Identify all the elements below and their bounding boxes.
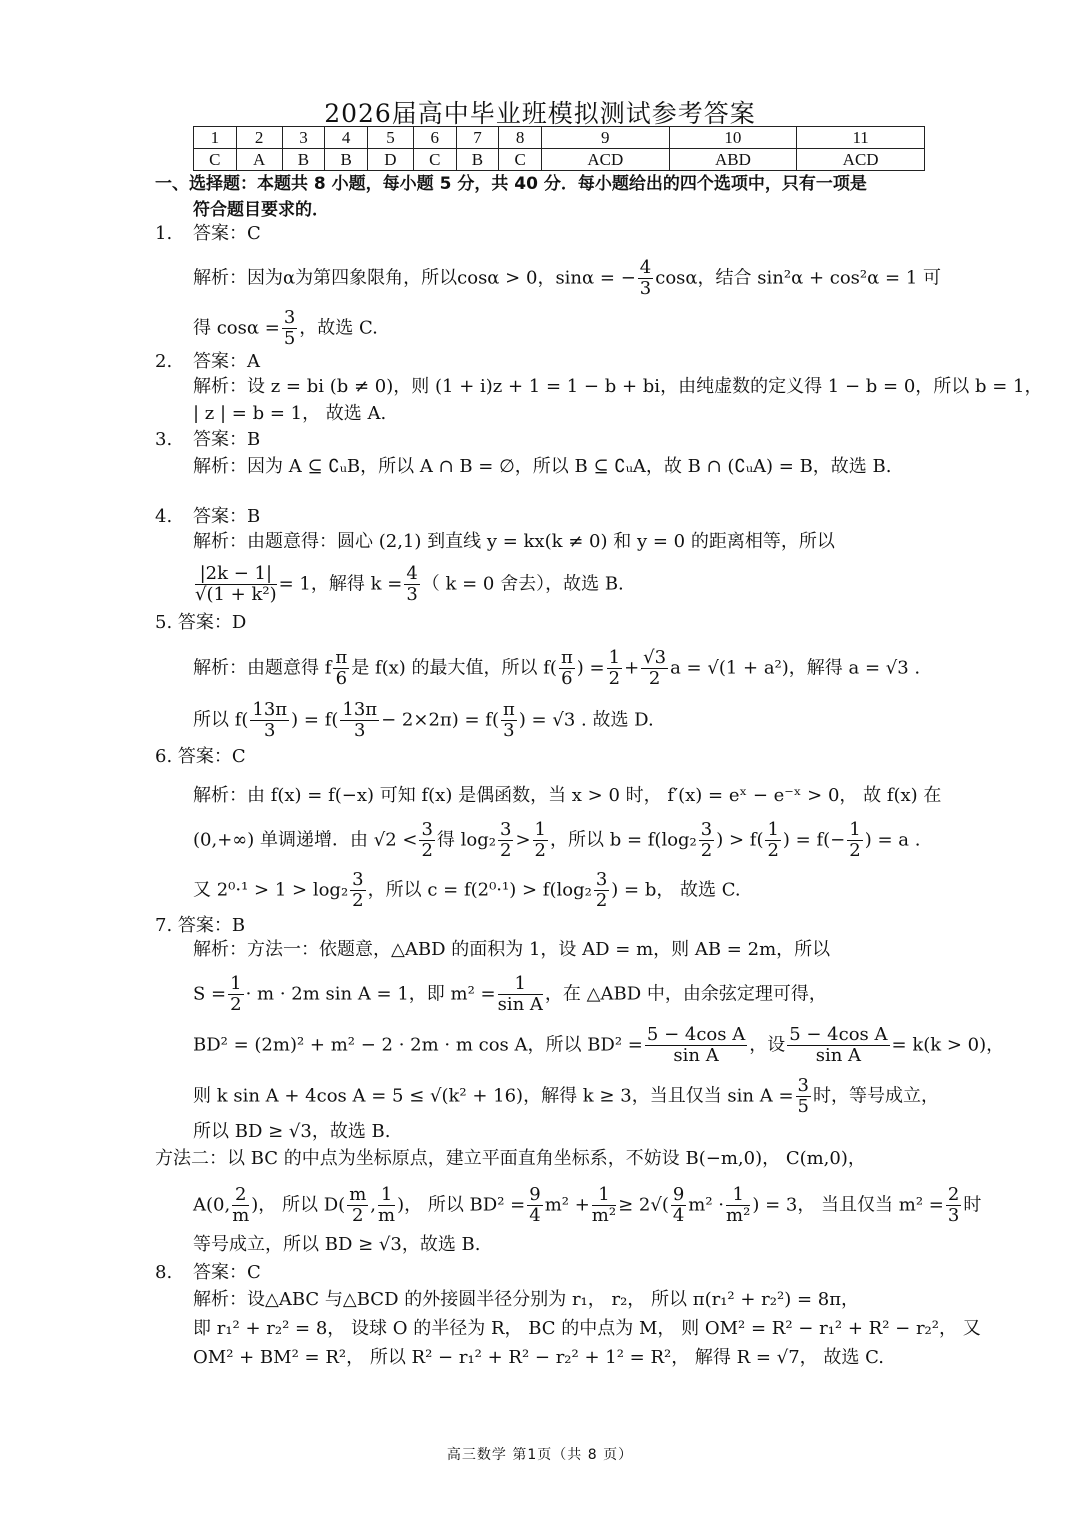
- answer-cell: ACD: [541, 149, 669, 171]
- text: ) = b， 故选 C.: [611, 879, 741, 901]
- question-number-cell: 2: [236, 127, 282, 149]
- text: ，所以 c = f(2⁰·¹) > f(log₂: [367, 879, 592, 901]
- q6-explanation-line2: [193, 820, 920, 861]
- fraction: [592, 1185, 616, 1226]
- answer-cell: B: [325, 149, 368, 171]
- fraction: [559, 648, 575, 689]
- question-number-cell: 11: [797, 127, 925, 149]
- text: (0,+∞) 单调递增．由 √2 <: [193, 829, 418, 851]
- q1-explanation-line1: [193, 258, 941, 299]
- q7-explanation-line5: 所以 BD ≥ √3，故选 B.: [193, 1121, 391, 1142]
- denominator: m²: [726, 1205, 751, 1226]
- q5-explanation-line1: [193, 648, 920, 689]
- denominator: 3: [406, 584, 418, 605]
- text: ) =: [576, 657, 605, 679]
- numerator: 9: [529, 1184, 541, 1205]
- numerator: 13π: [252, 699, 288, 720]
- numerator: 4: [639, 257, 652, 278]
- q4-answer: 答案：B: [193, 506, 261, 527]
- fraction: [946, 1185, 961, 1226]
- q1-answer: 答案：C: [193, 223, 261, 244]
- question-number-cell: 4: [325, 127, 368, 149]
- denominator: 4: [672, 1205, 685, 1226]
- q2-explanation-line1: 解析：设 z = bi (b ≠ 0)，则 (1 + i)z + 1 = 1 − b + bi，由纯虚数的定义得 1 − b = 0，所以 b = 1，: [193, 376, 1043, 397]
- section-heading-cont: 符合题目要求的．: [193, 200, 329, 220]
- answer-cell: C: [413, 149, 456, 171]
- q3-number: 3.: [155, 429, 173, 450]
- q2-explanation-line2: | z | = b = 1， 故选 A.: [193, 403, 387, 424]
- numerator: 1: [592, 1185, 616, 1206]
- q7-explanation-line4: [193, 1076, 939, 1117]
- text: m² ·: [688, 1194, 725, 1216]
- question-number-cell: 9: [541, 127, 669, 149]
- q3-answer: 答案：B: [193, 429, 261, 450]
- numerator: m: [349, 1184, 367, 1205]
- fraction: [671, 1185, 686, 1226]
- denominator: 3: [639, 278, 652, 299]
- q7-explanation-line1: 解析：方法一：依题意，△ABD 的面积为 1，设 AD = m，则 AB = 2m，所以: [193, 939, 831, 960]
- answer-cell: ACD: [797, 149, 925, 171]
- fraction: [404, 564, 419, 605]
- text: +: [624, 657, 640, 679]
- fraction: [340, 700, 379, 741]
- fraction: [378, 1185, 395, 1226]
- numerator: 1: [378, 1185, 395, 1206]
- denominator: 5: [283, 328, 296, 349]
- text: ，设: [749, 1034, 786, 1056]
- denominator: m: [232, 1205, 250, 1226]
- answer-cell: B: [456, 149, 499, 171]
- text: 所以 f(: [193, 709, 249, 731]
- fraction: [498, 820, 513, 861]
- text: ，所以 b = f(log₂: [549, 829, 697, 851]
- q6-explanation-line1: 解析：由 f(x) = f(−x) 可知 f(x) 是偶函数，当 x > 0 时， f′(x) = eˣ − e⁻ˣ > 0， 故 f(x) 在: [193, 785, 942, 806]
- text: ) = f(−: [782, 829, 846, 851]
- question-number-cell: 6: [413, 127, 456, 149]
- q1-explanation-line2: [193, 308, 378, 349]
- fraction: [726, 1185, 750, 1226]
- answer-cell: A: [236, 149, 282, 171]
- q4-number: 4.: [155, 506, 173, 527]
- q7-method2-line3: 等号成立，所以 BD ≥ √3，故选 B.: [193, 1234, 481, 1255]
- q1-number: 1.: [155, 223, 173, 244]
- fraction: [333, 648, 349, 689]
- q7-explanation-line2: [193, 974, 827, 1015]
- numerator: π: [560, 647, 573, 668]
- numerator: 1: [726, 1185, 750, 1206]
- text: 得 log₂: [436, 829, 496, 851]
- denominator: sin A: [497, 994, 543, 1015]
- q8-explanation-line2: 即 r₁² + r₂² = 8， 设球 O 的半径为 R， BC 的中点为 M， 则 OM² = R² − r₁² + R² − r₂²， 又: [193, 1318, 981, 1339]
- numerator: 1: [498, 974, 543, 995]
- denominator: 2: [700, 840, 713, 861]
- fraction: [232, 1185, 249, 1226]
- numerator: 2: [232, 1185, 249, 1206]
- fraction: [350, 870, 365, 911]
- numerator: 1: [849, 819, 861, 840]
- q7-answer: 7. 答案：B: [155, 915, 246, 936]
- fraction: [638, 258, 653, 299]
- fraction: [195, 564, 277, 605]
- denominator: 4: [529, 1205, 541, 1226]
- fraction: [765, 820, 780, 861]
- text: 解析：由题意得 f: [193, 657, 332, 679]
- fraction: [498, 974, 543, 1015]
- denominator: sin A: [815, 1045, 862, 1066]
- numerator: 1: [534, 819, 546, 840]
- q3-explanation-line1: 解析：因为 A ⊆ ∁ᵤB，所以 A ∩ B = ∅，所以 B ⊆ ∁ᵤA，故 B ∩ (∁ᵤA) = B，故选 B.: [193, 456, 892, 477]
- text: ≥ 2√(: [618, 1194, 669, 1216]
- numerator: 1: [767, 819, 779, 840]
- numerator: 5 − 4cos A: [789, 1024, 888, 1045]
- page-footer: 高三数学 第1页（共 8 页）: [446, 1447, 634, 1463]
- fraction: [796, 1076, 811, 1117]
- fraction: [847, 820, 862, 861]
- answer-cell: C: [499, 149, 542, 171]
- q6-answer: 6. 答案：C: [155, 746, 246, 767]
- text: 是 f(x) 的最大值，所以 f(: [351, 657, 557, 679]
- denominator: 2: [595, 890, 608, 911]
- question-number-cell: 5: [367, 127, 413, 149]
- text: 又 2⁰·¹ > 1 > log₂: [193, 879, 349, 901]
- fraction: [594, 870, 609, 911]
- numerator: 1: [608, 647, 621, 668]
- text: ) = a .: [864, 829, 921, 851]
- fraction: [347, 1185, 368, 1226]
- fraction: [419, 820, 434, 861]
- text: ，故选 C.: [299, 317, 378, 339]
- question-number-cell: 10: [669, 127, 797, 149]
- denominator: 3: [503, 720, 515, 741]
- fraction: [250, 700, 289, 741]
- q2-answer: 答案：A: [193, 351, 260, 372]
- text: （ k = 0 舍去），故选 B.: [421, 573, 624, 595]
- fraction: [645, 1025, 747, 1066]
- fraction: [699, 820, 714, 861]
- text: cosα，结合 sin²α + cos²α = 1 可: [655, 267, 941, 289]
- fraction: [533, 820, 548, 861]
- denominator: sin A: [673, 1045, 719, 1066]
- numerator: 2: [947, 1184, 960, 1205]
- q8-number: 8.: [155, 1262, 173, 1283]
- numerator: 1: [230, 973, 242, 994]
- numerator: 3: [499, 819, 512, 840]
- fraction: [641, 648, 668, 689]
- fraction: [787, 1025, 889, 1066]
- denominator: 2: [767, 840, 779, 861]
- fraction: [282, 308, 297, 349]
- answer-cell: B: [282, 149, 325, 171]
- denominator: 2: [534, 840, 546, 861]
- numerator: 9: [672, 1184, 685, 1205]
- text: >: [515, 829, 531, 851]
- section-heading: 一、选择题：本题共 8 小题，每小题 5 分，共 40 分．每小题给出的四个选项中，只有一项是: [155, 174, 867, 194]
- text: A(0,: [193, 1194, 231, 1216]
- answer-table-numbers-row: [194, 127, 925, 149]
- numerator: π: [335, 647, 348, 668]
- q8-explanation-line3: OM² + BM² = R²， 所以 R² − r₁² + R² − r₂² + 1² = R²， 解得 R = √7， 故选 C.: [193, 1347, 884, 1368]
- text: ) = f(: [291, 709, 339, 731]
- text: )， 所以 BD² =: [397, 1194, 526, 1216]
- denominator: √(1 + k²): [195, 584, 277, 605]
- denominator: 2: [352, 890, 364, 911]
- text: 时: [963, 1194, 982, 1216]
- question-number-cell: 8: [499, 127, 542, 149]
- page-title: 2026届高中毕业班模拟测试参考答案: [324, 99, 756, 128]
- q7-method2-line2: [193, 1185, 981, 1226]
- numerator: 3: [283, 307, 296, 328]
- question-number-cell: 7: [456, 127, 499, 149]
- answer-cell: C: [194, 149, 237, 171]
- text: S =: [193, 983, 227, 1005]
- q5-answer: 5. 答案：D: [155, 612, 247, 633]
- text: = k(k > 0)，: [891, 1034, 1005, 1056]
- text: ) = 3， 当且仅当 m² =: [752, 1194, 944, 1216]
- denominator: 2: [648, 668, 661, 689]
- text: m² +: [544, 1194, 590, 1216]
- text: 解析：因为α为第四象限角，所以cosα > 0，sinα = −: [193, 267, 636, 289]
- q8-explanation-line1: 解析：设△ABC 与△BCD 的外接圆半径分别为 r₁， r₂， 所以 π(r₁² + r₂²) = 8π，: [193, 1289, 860, 1310]
- numerator: 4: [406, 563, 418, 584]
- text: − 2×2π) = f(: [381, 709, 499, 731]
- denominator: 2: [421, 840, 433, 861]
- fraction: [607, 648, 622, 689]
- q7-explanation-line3: [193, 1025, 1004, 1066]
- text: ,: [370, 1194, 377, 1216]
- answer-cell: ABD: [669, 149, 797, 171]
- denominator: 6: [561, 668, 573, 689]
- text: · m · 2m sin A = 1，即 m² =: [245, 983, 496, 1005]
- text: BD² = (2m)² + m² − 2 · 2m · m cos A，所以 BD² =: [193, 1034, 643, 1056]
- fraction: [527, 1185, 542, 1226]
- text: = 1，解得 k =: [278, 573, 403, 595]
- fraction: [228, 974, 243, 1015]
- q4-explanation-line1: 解析：由题意得：圆心 (2,1) 到直线 y = kx(k ≠ 0) 和 y = 0 的距离相等，所以: [193, 531, 835, 552]
- denominator: 6: [335, 668, 348, 689]
- q2-number: 2.: [155, 351, 173, 372]
- q8-answer: 答案：C: [193, 1262, 261, 1283]
- numerator: 13π: [342, 699, 378, 720]
- q7-method2-line1: 方法二：以 BC 的中点为坐标原点，建立平面直角坐标系，不妨设 B(−m,0)， C(m,0)，: [155, 1148, 866, 1169]
- q5-explanation-line2: [193, 700, 654, 741]
- denominator: 3: [947, 1205, 960, 1226]
- text: ) > f(: [716, 829, 764, 851]
- q4-explanation-line2: [193, 564, 624, 605]
- numerator: 3: [700, 819, 713, 840]
- numerator: 3: [352, 869, 364, 890]
- fraction: [501, 700, 517, 741]
- text: 时，等号成立，: [812, 1085, 939, 1107]
- denominator: m²: [591, 1205, 617, 1226]
- text: ) = √3 . 故选 D.: [518, 709, 654, 731]
- numerator: π: [502, 699, 515, 720]
- numerator: 3: [421, 819, 433, 840]
- text: a = √(1 + a²)，解得 a = √3 .: [670, 657, 921, 679]
- text: ，在 △ABD 中，由余弦定理可得，: [544, 983, 827, 1005]
- answer-cell: D: [367, 149, 413, 171]
- answer-key-table: [193, 126, 925, 171]
- numerator: 5 − 4cos A: [646, 1024, 746, 1045]
- question-number-cell: 3: [282, 127, 325, 149]
- denominator: m: [378, 1205, 396, 1226]
- denominator: 2: [849, 840, 861, 861]
- denominator: 2: [608, 668, 621, 689]
- text: )， 所以 D(: [251, 1194, 346, 1216]
- numerator: |2k − 1|: [195, 564, 277, 585]
- text: 得 cosα =: [193, 317, 280, 339]
- denominator: 2: [499, 840, 512, 861]
- denominator: 3: [264, 720, 276, 741]
- q6-explanation-line3: [193, 870, 741, 911]
- answer-table-answers-row: [194, 149, 925, 171]
- denominator: 2: [230, 994, 242, 1015]
- denominator: 5: [797, 1096, 809, 1117]
- denominator: 3: [354, 720, 366, 741]
- text: 则 k sin A + 4cos A = 5 ≤ √(k² + 16)，解得 k ≥ 3，当且仅当 sin A =: [193, 1085, 794, 1107]
- numerator: 3: [797, 1075, 809, 1096]
- numerator: √3: [643, 647, 667, 668]
- question-number-cell: 1: [194, 127, 237, 149]
- numerator: 3: [595, 869, 608, 890]
- denominator: 2: [352, 1205, 364, 1226]
